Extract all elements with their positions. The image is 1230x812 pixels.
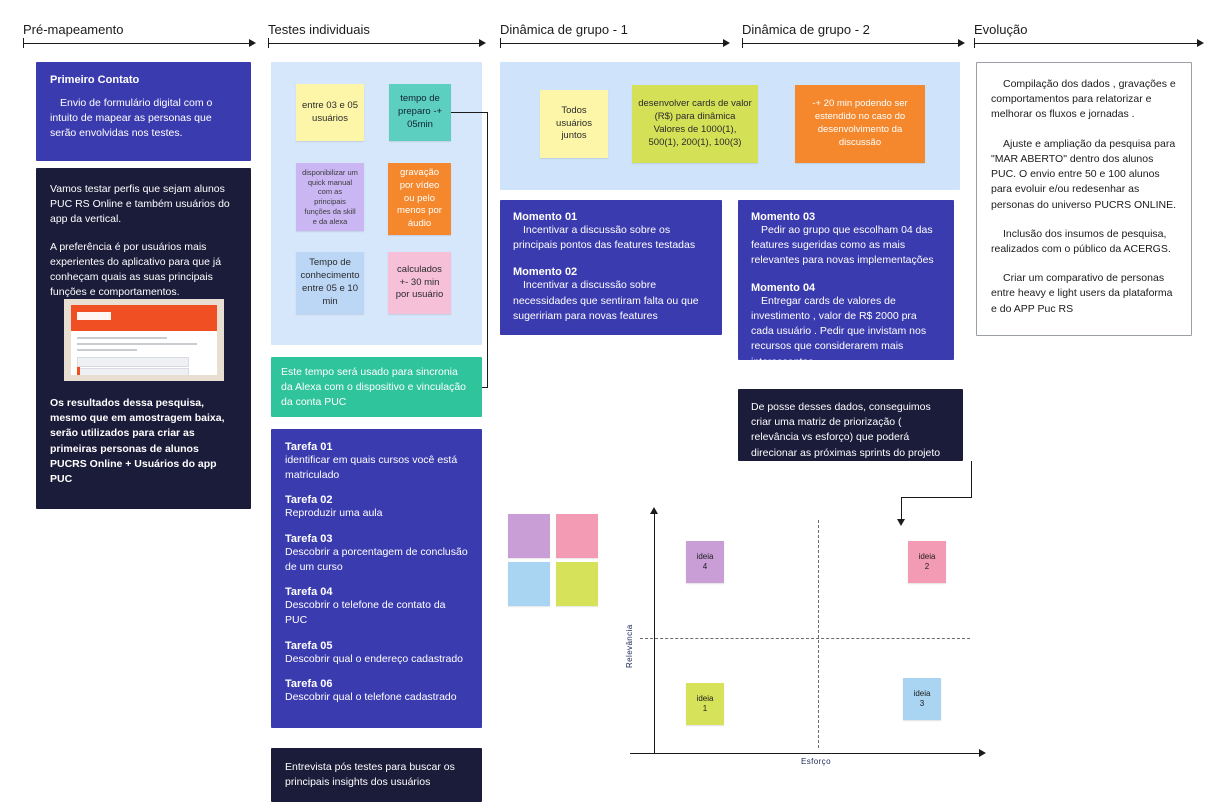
matrix-divider-horizontal <box>640 638 970 639</box>
momento-02-text: Incentivar a discussão sobre necessidades que sentiram falta ou que sugeririam para novas features <box>513 279 699 322</box>
tarefa-03-title: Tarefa 03 <box>285 532 333 545</box>
sticky-tempo-conhecimento: Tempo de conhecimento entre 05 e 10 min <box>296 252 364 314</box>
questionario-screenshot <box>64 299 224 381</box>
matrix-connector-v2 <box>901 497 902 521</box>
matrix-idea-3 <box>903 678 941 720</box>
idea-2-label: ideia <box>918 552 936 561</box>
connector-h-top <box>451 112 488 113</box>
screenshot-accent <box>77 367 80 375</box>
screenshot-line <box>77 349 137 351</box>
tarefa-06-text: Descobrir qual o telefone cadastrado <box>285 690 457 703</box>
idea-1-number: 1 <box>702 704 708 713</box>
sticky-quick-manual: disponibilizar um quick manual com as principais funções da skill e da alexa <box>296 163 364 231</box>
sticky-usuarios-count: entre 03 e 05 usuários <box>296 84 364 141</box>
momento-01-title: Momento 01 <box>513 211 578 223</box>
matrix-y-axis <box>654 514 655 754</box>
screenshot-content <box>71 305 217 375</box>
sticky-gravacao: gravação por vídeo ou pelo menos por áudio <box>388 163 451 235</box>
matrix-idea-2 <box>908 541 946 583</box>
idea-4-number: 4 <box>702 562 708 571</box>
idea-3-number: 3 <box>919 699 925 708</box>
matrix-connector-h <box>901 497 972 498</box>
momento-04-title: Momento 04 <box>751 281 816 294</box>
phase-label-testes-individuais: Testes individuais <box>268 22 370 37</box>
phase-label-evolucao: Evolução <box>974 22 1028 37</box>
momento-04-text: Entregar cards de valores de investimento , valor de R$ 2000 pra cada usuário . Pedir que invistam nos recursos que considerarem mais interessantes <box>751 294 927 368</box>
idea-4-label: ideia <box>696 552 714 561</box>
phase-label-dinamica-1: Dinâmica de grupo - 1 <box>500 22 628 37</box>
card-sincronia-alexa <box>271 357 482 417</box>
loose-sticky-blue <box>508 562 550 606</box>
tarefa-02-title: Tarefa 02 <box>285 494 333 507</box>
matrix-idea-1 <box>686 683 724 725</box>
sticky-duracao-dinamica: -+ 20 min podendo ser estendido no caso do desenvolvimento da discussão <box>795 85 925 163</box>
tarefa-01-title: Tarefa 01 <box>285 441 333 453</box>
phase-rule-3 <box>500 43 725 44</box>
matrix-connector-v1 <box>971 461 972 497</box>
card-entrevista-pos-testes <box>271 748 482 802</box>
screenshot-field <box>77 368 189 375</box>
primeiro-contato-text: Envio de formulário digital com o intuito de mapear as personas que serão envolvidas nos testes. <box>50 97 213 140</box>
phase-label-dinamica-2: Dinâmica de grupo - 2 <box>742 22 870 37</box>
card-conclusao-matriz <box>738 389 963 461</box>
screenshot-line <box>77 337 167 339</box>
connector-h-bottom <box>482 387 488 388</box>
phase-arrow-2 <box>479 39 486 47</box>
phase-label-pre-mapeamento: Pré-mapeamento <box>23 22 124 37</box>
idea-3-label: ideia <box>913 689 931 698</box>
idea-2-number: 2 <box>924 562 930 571</box>
idea-1-label: ideia <box>696 694 714 703</box>
sticky-todos-usuarios: Todos usuários juntos <box>540 90 608 158</box>
matrix-x-axis-label: Esforço <box>801 757 831 766</box>
loose-sticky-lime <box>556 562 598 606</box>
matrix-idea-4 <box>686 541 724 583</box>
phase-rule-1 <box>23 43 251 44</box>
momento-03-text: Pedir ao grupo que escolham 04 das features sugeridas como as mais relevantes para novas implementações <box>751 224 934 267</box>
card-momentos-3-4 <box>738 200 954 368</box>
phase-arrow-3 <box>723 39 730 47</box>
card-momentos-1-2 <box>500 200 722 335</box>
sticky-cards-valor: desenvolver cards de valor (R$) para dinâmica Valores de 1000(1), 500(1), 200(1), 100(3) <box>632 85 758 163</box>
phase-arrow-1 <box>249 39 256 47</box>
card-tarefas <box>271 429 482 728</box>
conclusao-text: De posse desses dados, conseguimos criar uma matriz de priorização ( relevância vs esforço) que poderá direcionar as próximas sprints do projeto <box>751 401 941 459</box>
loose-sticky-purple <box>508 514 550 558</box>
evolucao-item-3: Inclusão dos insumos de pesquisa, realizados com o público da ACERGS. <box>991 227 1171 255</box>
phase-rule-2 <box>268 43 481 44</box>
momento-02-title: Momento 02 <box>513 266 578 279</box>
perfis-text-2: A preferência é por usuários mais experientes do aplicativo para que já conheçam quais as suas principais funções e comportamentos. <box>50 240 222 299</box>
tarefa-06-title: Tarefa 06 <box>285 677 333 690</box>
matrix-x-axis <box>630 753 980 754</box>
card-perfis-e-resultados <box>36 168 251 509</box>
evolucao-item-4: Criar um comparativo de personas entre heavy e light users da plataforma e do APP Puc RS <box>991 272 1173 315</box>
phase-rule-5 <box>974 43 1199 44</box>
sincronia-text: Este tempo será usado para sincronia da Alexa com o dispositivo e vinculação da conta PUC <box>281 366 467 409</box>
momento-01-text: Incentivar a discussão sobre os principais pontos das features testadas <box>513 224 696 252</box>
tarefa-02-text: Reproduzir uma aula <box>285 507 383 520</box>
matrix-x-axis-arrow <box>979 749 986 757</box>
card-primeiro-contato <box>36 62 251 161</box>
evolucao-item-1: Compilação dos dados , gravações e comportamentos para relatorizar e melhorar os fluxos e jornadas . <box>991 78 1176 121</box>
evolucao-item-2: Ajuste e ampliação da pesquisa para "MAR ABERTO" dentro dos alunos PUC. O envio entre 50 e 100 alunos para evoluir e/ou redesenhar as personas do universo PUCRS ONLINE. <box>991 137 1176 211</box>
connector-v <box>487 112 488 387</box>
resultados-text: Os resultados dessa pesquisa, mesmo que em amostragem baixa, serão utilizados para criar as primeiras personas de alunos PUCRS Online + Usuários do app PUC <box>50 397 225 486</box>
matrix-y-axis-arrow <box>650 507 658 514</box>
tarefa-01-text: identificar em quais cursos você está matriculado <box>285 454 458 482</box>
perfis-text-1: Vamos testar perfis que sejam alunos PUC RS Online e também usuários do app da vertical. <box>50 183 230 226</box>
tarefa-05-text: Descobrir qual o endereço cadastrado <box>285 652 464 665</box>
sticky-tempo-preparo: tempo de preparo -+ 05min <box>389 84 451 141</box>
screenshot-line <box>77 343 197 345</box>
card-evolucao <box>976 62 1192 336</box>
tarefa-04-text: Descobrir o telefone de contato da PUC <box>285 599 446 627</box>
sticky-calculo-tempo: calculados +- 30 min por usuário <box>388 252 451 314</box>
phase-rule-4 <box>742 43 960 44</box>
matrix-connector-arrow <box>897 519 905 526</box>
phase-arrow-4 <box>958 39 965 47</box>
tarefa-05-title: Tarefa 05 <box>285 639 333 652</box>
matrix-divider-vertical <box>818 520 819 748</box>
screenshot-logo <box>77 312 111 320</box>
loose-sticky-pink <box>556 514 598 558</box>
screenshot-field <box>77 357 189 367</box>
tarefa-03-text: Descobrir a porcentagem de conclusão de um curso <box>285 545 468 573</box>
primeiro-contato-title: Primeiro Contato <box>50 74 140 86</box>
tarefa-04-title: Tarefa 04 <box>285 586 333 599</box>
entrevista-text: Entrevista pós testes para buscar os principais insights dos usuários <box>285 761 455 789</box>
phase-arrow-5 <box>1197 39 1204 47</box>
matrix-y-axis-label: Relevância <box>625 624 634 668</box>
momento-03-title: Momento 03 <box>751 211 816 223</box>
